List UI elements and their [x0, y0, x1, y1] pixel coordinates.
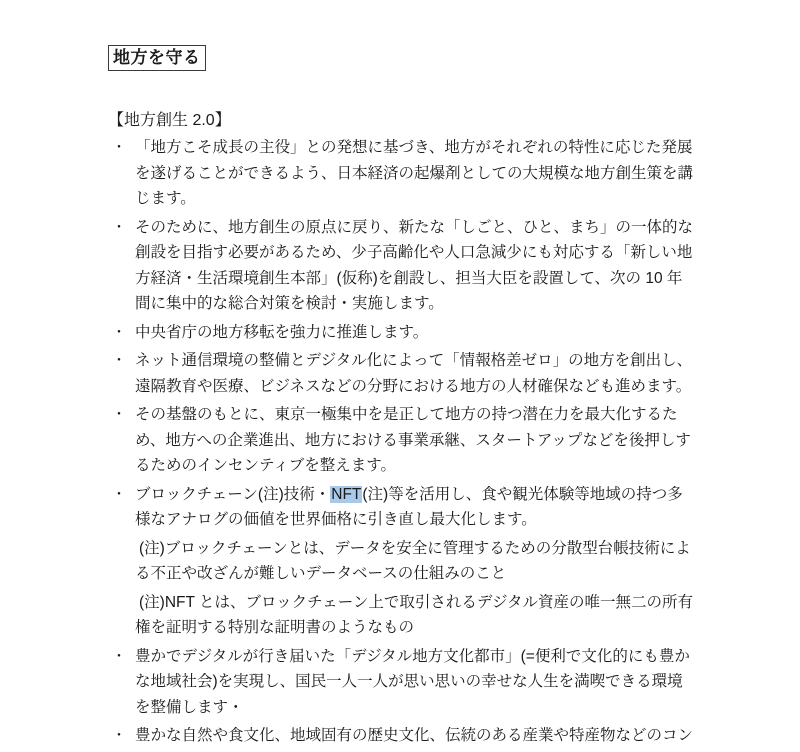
- text-segment: 「地方こそ成長の主役」との発想に基づき、地方がそれぞれの特性に応じた発展を遂げることができるよう、日本経済の起爆剤としての大規模な地方創生策を講じます。: [135, 139, 694, 207]
- highlighted-text: NFT: [331, 485, 362, 503]
- text-segment: 中央省庁の地方移転を強力に推進します。: [135, 323, 429, 341]
- list-item: [108, 320, 696, 346]
- item-text: [135, 352, 692, 395]
- text-segment: 豊かな自然や食文化、地域固有の歴史文化、伝統のある産業や特産物などのコン: [135, 727, 694, 744]
- text-segment: 豊かでデジタルが行き届いた「デジタル地方文化都市」(=便利で文化的にも豊かな地域社会)を実現し、国民一人一人が思い思いの幸せな人生を満喫できる環境を整備します・: [135, 647, 690, 716]
- item-text: [135, 139, 693, 207]
- bullet-marker: ・: [112, 485, 126, 502]
- bullet-list: [108, 135, 696, 749]
- bullet-marker: ・: [112, 727, 126, 743]
- text-segment: (注)NFT とは、ブロックチェーン上で取引されるデジタル資産の唯一無二の所有権を証明する特別な証明書のようなもの: [135, 593, 693, 636]
- list-item: [108, 215, 696, 317]
- text-segment: その基盤のもとに、東京一極集中を是正して地方の持つ潜在力を最大化するため、地方への企業進出、地方における事業承継、スタートアップなどを後押しするためのインセンティブを整えます。: [135, 406, 691, 474]
- list-item: [108, 482, 696, 533]
- item-text: [135, 219, 693, 313]
- list-item: [108, 348, 696, 399]
- text-segment: (注)等を活用し、食や観光体験等地域の持つ多様なアナログの価値を世界価格に引き直し最大化します。: [135, 485, 683, 528]
- item-text: [135, 648, 690, 716]
- list-item: [108, 135, 696, 212]
- note-item: [108, 590, 696, 641]
- list-item: [108, 723, 696, 749]
- text-segment: そのために、地方創生の原点に戻り、新たな「しごと、ひと、まち」の一体的な創設を目指す必要があるため、少子高齢化や人口急減少にも対応する「新しい地方経済・生活環境創生本部」(仮称)を創設し、担当大臣を設置して、次の 10 年間に集中的な総合対策を検討・実施します。: [135, 218, 694, 312]
- item-text: [135, 594, 693, 637]
- text-segment: ブロックチェーン(注)技術・: [135, 485, 331, 503]
- list-item: [108, 644, 696, 721]
- bullet-marker: ・: [112, 323, 126, 340]
- bullet-marker: ・: [112, 647, 126, 664]
- bullet-marker: ・: [112, 139, 126, 155]
- list-item: [108, 402, 696, 479]
- bullet-marker: ・: [112, 406, 126, 422]
- item-text: [135, 486, 683, 529]
- item-text: [135, 324, 428, 341]
- text-segment: ネット通信環境の整備とデジタル化によって「情報格差ゼロ」の地方を創出し、遠隔教育や医療、ビジネスなどの分野における地方の人材確保なども進めます。: [135, 352, 693, 395]
- item-text: [135, 540, 691, 583]
- subsection-heading: 【地方創生 2.0】: [108, 112, 231, 129]
- note-item: [108, 536, 696, 587]
- bullet-marker: ・: [112, 352, 126, 368]
- section-title: 地方を守る: [113, 48, 201, 67]
- item-text: [135, 727, 693, 744]
- bullet-marker: ・: [112, 218, 126, 235]
- text-segment: (注)ブロックチェーンとは、データを安全に管理するための分散型台帳技術による不正や改ざんが難しいデータベースの仕組みのこと: [135, 539, 691, 582]
- section-title-box: [108, 45, 206, 71]
- item-text: [135, 406, 691, 474]
- document-content: [108, 45, 696, 752]
